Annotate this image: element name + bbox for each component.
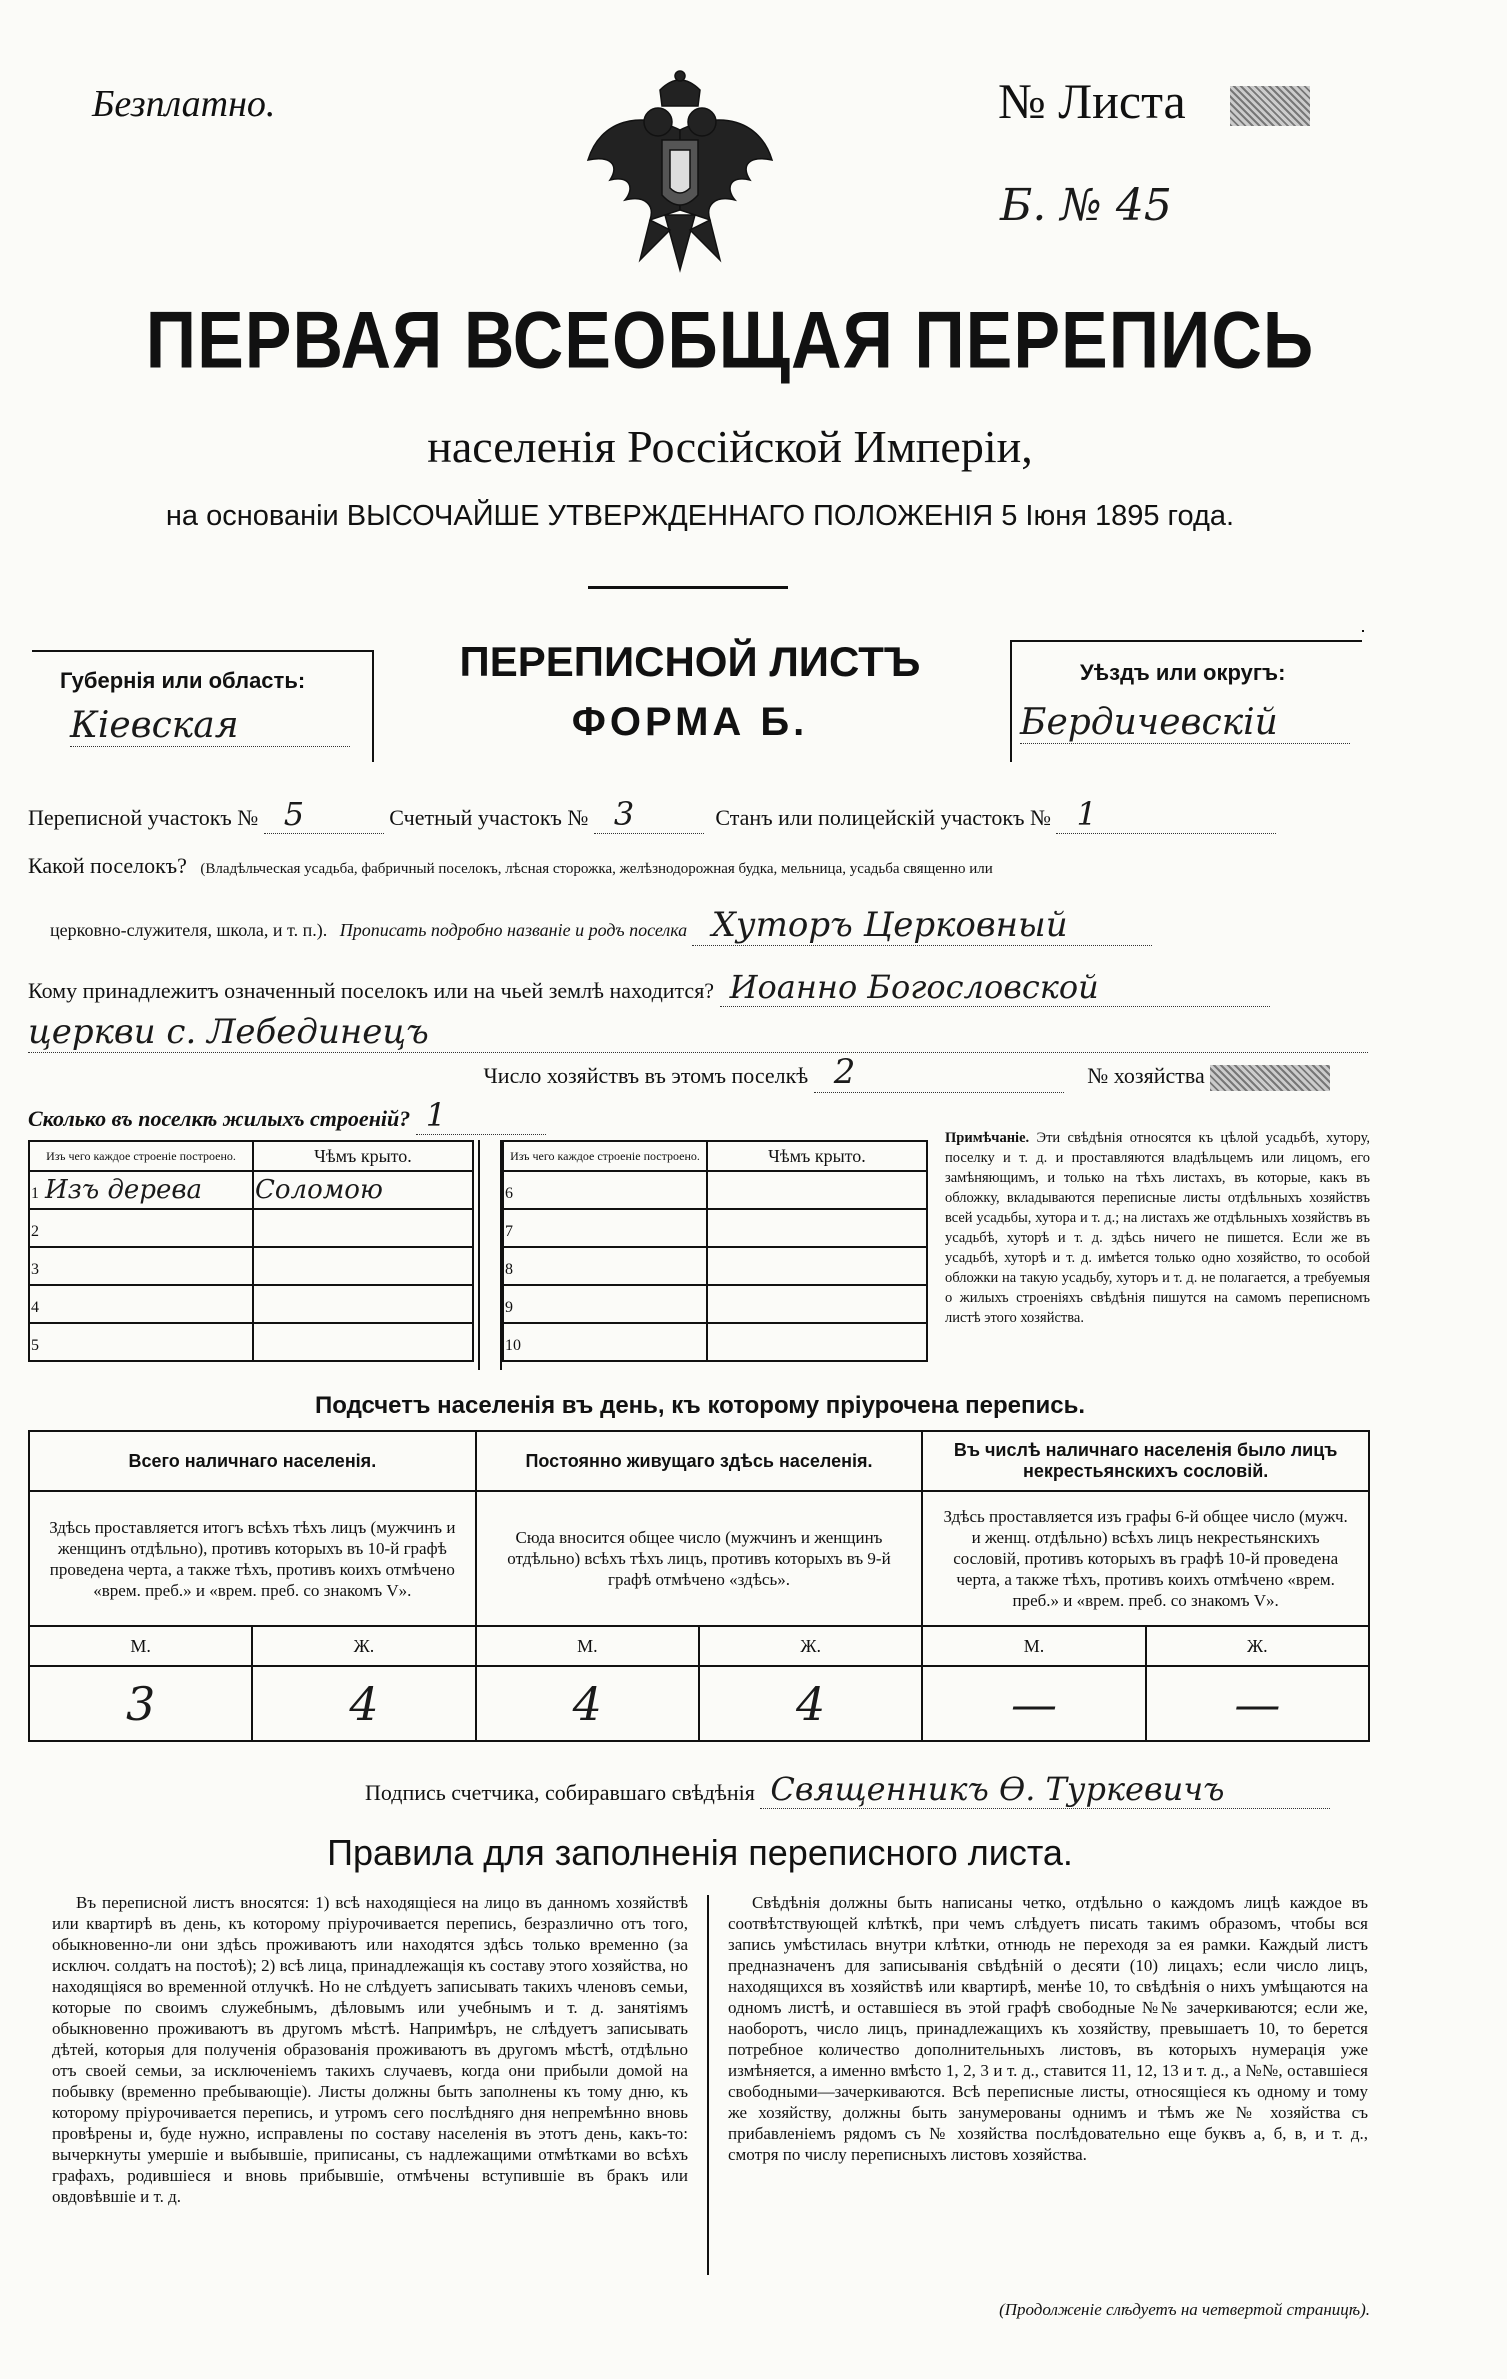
building-roof-cell[interactable]	[707, 1209, 927, 1247]
building-row-number: 6	[505, 1185, 513, 1202]
population-column-desc: Сюда вносится общее число (мужчинъ и женщинъ отдѣльно) всѣхъ тѣхъ лицъ, противъ которыхъ въ 9-й графѣ отмѣчено «здѣсь».	[476, 1491, 923, 1626]
census-district-value[interactable]: 5	[264, 795, 384, 834]
population-column-title: Въ числѣ наличнаго населенія было лицъ некрестьянскихъ сословій.	[922, 1431, 1369, 1491]
building-row	[29, 1171, 473, 1209]
building-roof-cell[interactable]	[253, 1209, 473, 1247]
building-row	[503, 1247, 927, 1285]
page-title: ПЕРВАЯ ВСЕОБЩАЯ ПЕРЕПИСЬ	[145, 295, 1315, 385]
building-row-number: 4	[31, 1299, 39, 1316]
female-label: Ж.	[1146, 1626, 1369, 1666]
households-label: Число хозяйствъ въ этомъ поселкѣ	[483, 1063, 809, 1088]
district-label: Уѣздъ или округъ:	[1080, 660, 1286, 685]
male-count[interactable]: —	[922, 1666, 1145, 1741]
households-value[interactable]: 2	[814, 1052, 1064, 1093]
rules-column-divider	[707, 1895, 709, 2275]
building-row-number: 3	[31, 1261, 39, 1278]
population-column-title: Постоянно живущаго здѣсь населенія.	[476, 1431, 923, 1491]
free-label: Безплатно.	[92, 83, 276, 125]
female-count[interactable]: 4	[252, 1666, 475, 1741]
building-roof-cell[interactable]	[253, 1285, 473, 1323]
imperial-eagle-emblem	[580, 70, 780, 290]
buildings-table-right	[502, 1140, 928, 1362]
building-row-number: 10	[505, 1337, 521, 1354]
settlement-value[interactable]: Хуторъ Церковный	[692, 905, 1152, 946]
building-material-cell[interactable]	[29, 1285, 253, 1323]
building-roof-cell[interactable]	[707, 1171, 927, 1209]
male-count[interactable]: 4	[476, 1666, 699, 1741]
building-roof-cell[interactable]	[253, 1247, 473, 1285]
basis-line: на основаніи ВЫСОЧАЙШЕ УТВЕРЖДЕННАГО ПОЛОЖЕНІЯ 5 Іюня 1895 года.	[165, 500, 1235, 532]
count-district-label: Счетный участокъ №	[389, 805, 589, 830]
population-column-title: Всего наличнаго населенія.	[29, 1431, 476, 1491]
building-row-number: 8	[505, 1261, 513, 1278]
census-district-label: Переписной участокъ №	[28, 805, 259, 830]
building-material-cell[interactable]	[503, 1171, 707, 1209]
sheet-number-stamp	[1230, 86, 1310, 126]
sheet-number-handwritten: Б. № 45	[1000, 180, 1172, 231]
building-material-cell[interactable]	[29, 1247, 253, 1285]
female-count[interactable]: —	[1146, 1666, 1369, 1741]
district-value[interactable]: Бердичевскій	[1020, 702, 1350, 744]
signature-value[interactable]: Священникъ Ѳ. Туркевичъ	[760, 1770, 1330, 1809]
district-numbers-row	[28, 795, 1368, 835]
owner-row	[28, 968, 1368, 1007]
building-row	[29, 1323, 473, 1361]
female-label: Ж.	[699, 1626, 922, 1666]
rules-continued: (Продолженіе слѣдуетъ на четвертой страницѣ).	[999, 2300, 1370, 2319]
stan-label: Станъ или полицейскій участокъ №	[715, 805, 1051, 830]
male-count[interactable]: 3	[29, 1666, 252, 1741]
building-material-cell[interactable]	[29, 1171, 253, 1209]
note-block	[945, 1128, 1370, 1328]
building-row-number: 5	[31, 1337, 39, 1354]
female-label: Ж.	[252, 1626, 475, 1666]
building-row-number: 1	[31, 1185, 39, 1202]
building-roof-cell[interactable]	[707, 1285, 927, 1323]
building-row	[503, 1209, 927, 1247]
form-name: ФОРМА Б.	[571, 700, 809, 744]
settlement-row	[28, 853, 1368, 879]
building-roof-cell[interactable]	[707, 1323, 927, 1361]
rules-left-column: Въ переписной листъ вносятся: 1) всѣ находящіеся на лицо въ данномъ хозяйствѣ или квартирѣ въ день, къ которому пріурочивается перепись, безразлично отъ того, обыкновенно-ли они здѣсь проживаютъ или находятся здѣсь только временно (за исключ. солдатъ на постоѣ); 2) всѣ лица, принадлежащія къ составу этого хозяйства, но находящіяся во временной отлучкѣ. Но не слѣдуетъ записывать такихъ членовъ семьи, которые по своимъ служебнымъ, дѣловымъ или учебнымъ и т. д. занятіямъ обыкновенно проживаютъ въ другомъ мѣстѣ. Напримѣръ, не слѣдуетъ записывать дѣтей, которыя для полученія образованія проживаютъ въ другомъ мѣстѣ, отдѣльно отъ своей семьи, за исключеніемъ такихъ случаевъ, когда они прибыли домой на побывку (временно пребывающіе). Листы должны быть заполнены къ тому дню, къ которому пріурочивается перепись, и утромъ сего послѣдняго дня непремѣнно вновь провѣрены и, буде нужно, исправлены по составу населенія въ этотъ день, какъ-то: вычеркнуты умершіе и выбывшіе, приписаны, съ надлежащими отмѣтками во всѣхъ графахъ, родившіеся и вновь прибывшіе, отмѣчены вступившіе въ бракъ или овдовѣвшіе и т. д.	[52, 1893, 688, 2206]
signature-label: Подпись счетчика, собиравшаго свѣдѣнія	[365, 1780, 755, 1805]
population-column-desc: Здѣсь проставляется изъ графы 6-й общее число (мужч. и женщ. отдѣльно) всѣхъ лицъ некрестьянскихъ сословій, противъ которыхъ въ графѣ 10-й проведена черта, а также тѣхъ, противъ коихъ отмѣчено «врем. преб.» и «врем. преб. со знакомъ V».	[922, 1491, 1369, 1626]
building-row	[503, 1323, 927, 1361]
stan-value[interactable]: 1	[1056, 795, 1276, 834]
owner-value-1[interactable]: Иоанно Богословской	[720, 968, 1270, 1007]
rules-right-column: Свѣдѣнія должны быть написаны четко, отдѣльно о каждомъ лицѣ каждое въ соотвѣтствующей клѣткѣ, при чемъ слѣдуетъ писать такимъ образомъ, чтобы вся запись умѣстилась внутри клѣтки, отнюдь не переходя за ея рамки. Каждый листъ предназначенъ для записыванія свѣдѣній о десяти (10) лицахъ; если число лицъ, находящихся въ хозяйствѣ или квартирѣ, менѣе 10, то свѣдѣнія о нихъ умѣщаются на одномъ листѣ, и оставшіеся въ этой графѣ свободные №№ зачеркиваются; если же, наоборотъ, число лицъ, принадлежащихъ къ хозяйству, превышаетъ 10, то берется потребное количество дополнительныхъ листовъ, въ которыхъ нумерація уже измѣняется, а именно вмѣсто 1, 2, 3 и т. д., ставится 11, 12, 13 и т. д., а №№, оставшіеся свободными—зачеркиваются. Всѣ переписные листы, относящіеся къ одному и тому же хозяйству, должны быть занумерованы однимъ и тѣмъ же № хозяйства съ прибавленіемъ рядомъ съ № хозяйства послѣдовательно еще буквъ а, б, в, и т. д., смотря по числу переписныхъ листовъ хозяйства.	[728, 1893, 1368, 2164]
building-row	[29, 1247, 473, 1285]
settlement-label: Какой поселокъ?	[28, 853, 187, 878]
households-row	[28, 1052, 1368, 1093]
building-material-value: Изъ дерева	[45, 1175, 202, 1205]
population-heading: Подсчетъ населенія въ день, къ которому пріурочена перепись.	[315, 1392, 1085, 1419]
building-row	[503, 1285, 927, 1323]
building-row	[29, 1209, 473, 1247]
building-row	[503, 1171, 927, 1209]
building-roof-cell[interactable]: Соломою	[253, 1171, 473, 1209]
signature-row	[365, 1770, 1365, 1809]
settlement-row-2	[50, 905, 1370, 946]
province-label: Губернія или область:	[60, 668, 306, 693]
building-material-cell[interactable]	[503, 1323, 707, 1361]
col-roof-header: Чѣмъ крыто.	[253, 1141, 473, 1171]
building-row	[29, 1285, 473, 1323]
household-number-stamp	[1210, 1065, 1330, 1091]
buildings-table-left	[28, 1140, 474, 1362]
settlement-hint: (Владѣльческая усадьба, фабричный поселокъ, лѣсная сторожка, желѣзнодорожная будка, мельница, усадьба священно или	[200, 861, 993, 877]
male-label: М.	[922, 1626, 1145, 1666]
building-material-cell[interactable]	[29, 1209, 253, 1247]
building-roof-cell[interactable]	[253, 1323, 473, 1361]
note-label: Примѣчаніе.	[945, 1130, 1030, 1146]
buildings-value[interactable]: 1	[416, 1096, 546, 1135]
building-row-number: 7	[505, 1223, 513, 1240]
count-district-value[interactable]: 3	[594, 795, 704, 834]
title-divider	[588, 586, 788, 589]
building-row-number: 9	[505, 1299, 513, 1316]
household-number-label: № хозяйства	[1087, 1063, 1205, 1088]
settlement-instruction: Прописать подробно названіе и родъ поселка	[339, 920, 688, 940]
rules-title: Правила для заполненія переписного листа.	[327, 1832, 1073, 1873]
buildings-row	[28, 1096, 828, 1135]
population-table	[28, 1430, 1370, 1742]
col-material-header-right: Изъ чего каждое строеніе построено.	[503, 1141, 707, 1171]
male-label: М.	[476, 1626, 699, 1666]
note-text: Эти свѣдѣнія относятся къ цѣлой усадьбѣ, хутору, поселку и т. д. и проставляются владѣльцемъ или лицомъ, его замѣняющимъ, и только на тѣхъ листахъ, въ которые, какъ въ обложку, вкладываются переписные листы отдѣльныхъ хозяйствъ всей усадьбы, хутора и т. д.; на листахъ же отдѣльныхъ хозяйствъ въ усадьбѣ, хуторѣ и т. д. здѣсь ничего не пишется. Если же въ усадьбѣ, хуторѣ и т. д. имѣется только одно хозяйство, то особой обложки на такую усадьбу, хуторъ и т. д. не полагается, а требуемыя о жилыхъ строеніяхъ свѣдѣнія пишутся на самомъ переписномъ листѣ этого хозяйства.	[945, 1130, 1370, 1326]
col-material-header: Изъ чего каждое строеніе построено.	[29, 1141, 253, 1171]
sheet-title: ПЕРЕПИСНОЙ ЛИСТЪ	[459, 638, 921, 685]
building-material-cell[interactable]	[29, 1323, 253, 1361]
building-material-cell[interactable]	[503, 1247, 707, 1285]
settlement-hint-2: церковно-служителя, школа, и т. п.).	[50, 920, 328, 940]
sheet-number-label: № Листа	[998, 73, 1186, 129]
province-value[interactable]: Кіевская	[70, 705, 350, 747]
buildings-label: Сколько въ поселкѣ жилыхъ строеній?	[28, 1106, 411, 1131]
col-roof-header-right: Чѣмъ крыто.	[707, 1141, 927, 1171]
building-material-cell[interactable]	[503, 1285, 707, 1323]
male-label: М.	[29, 1626, 252, 1666]
owner-label: Кому принадлежитъ означенный поселокъ или на чьей землѣ находится?	[28, 978, 715, 1003]
header-right-rule	[1362, 630, 1364, 632]
building-material-cell[interactable]	[503, 1209, 707, 1247]
female-count[interactable]: 4	[699, 1666, 922, 1741]
building-roof-cell[interactable]	[707, 1247, 927, 1285]
population-column-desc: Здѣсь проставляется итогъ всѣхъ тѣхъ лицъ (мужчинъ и женщинъ отдѣльно), противъ которыхъ въ 10-й графѣ проведена черта, а также тѣхъ, противъ коихъ отмѣчено «врем. преб.» и «врем. преб. со знакомъ V».	[29, 1491, 476, 1626]
table-separator	[478, 1140, 502, 1370]
building-row-number: 2	[31, 1223, 39, 1240]
owner-value-2[interactable]: церкви с. Лебединецъ	[28, 1012, 1368, 1053]
page-subtitle: населенія Россійской Имперіи,	[427, 421, 1033, 472]
